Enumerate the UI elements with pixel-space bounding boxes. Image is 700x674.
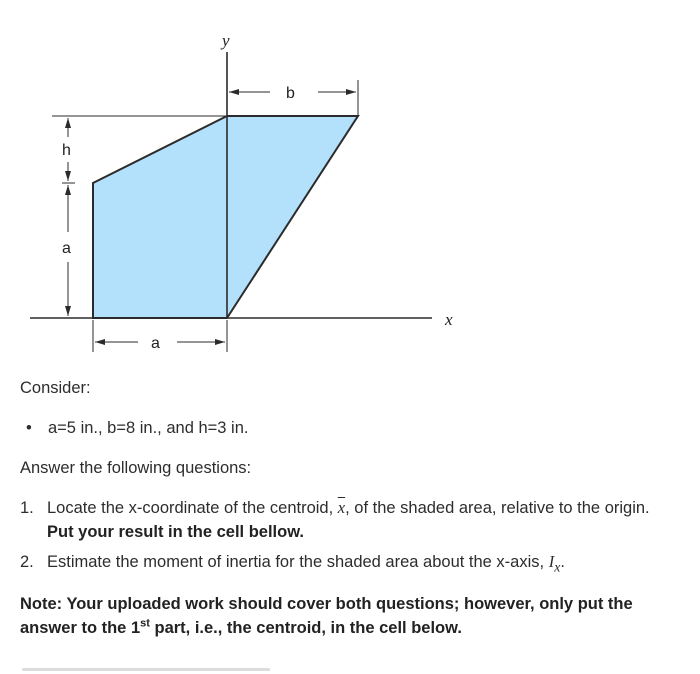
answer-intro: Answer the following questions:	[20, 459, 252, 477]
note-tail: part, i.e., the centroid, in the cell below.	[149, 619, 462, 637]
note-text	[20, 592, 680, 640]
question-1-instruction: Put your result in the cell bellow.	[47, 523, 305, 541]
moment-symbol	[548, 552, 561, 575]
moment-symbol-subscript: x	[554, 559, 561, 575]
moment-symbol-letter: I	[548, 552, 555, 571]
answer-cell-input[interactable]	[22, 668, 270, 671]
question-1-lead: Locate the x-coordinate of the centroid,	[47, 499, 334, 517]
h-arrow-top	[65, 118, 71, 128]
question-1-number: 1.	[20, 499, 34, 517]
question-1-tail: , of the shaded area, relative to the origin.	[345, 499, 650, 517]
question-2-text	[47, 550, 680, 579]
h-label: h	[62, 142, 71, 159]
shaded-area	[93, 116, 358, 318]
consider-heading: Consider:	[20, 379, 91, 397]
b-label: b	[286, 85, 295, 102]
y-axis-label: y	[222, 31, 230, 50]
note-superscript: st	[140, 617, 150, 630]
question-1-text	[47, 496, 680, 544]
x-axis-label: x	[445, 310, 453, 329]
a-vertical-label: a	[62, 240, 71, 257]
given-values-text: a=5 in., b=8 in., and h=3 in.	[48, 419, 249, 437]
question-2-number: 2.	[20, 553, 34, 571]
question-2-end: .	[560, 553, 565, 571]
a-horizontal-label: a	[151, 335, 160, 352]
centroid-symbol: $\overline{x}$	[337, 498, 346, 517]
question-2	[20, 550, 680, 579]
b-arrow-right	[346, 89, 356, 95]
question-2-lead: Estimate the moment of inertia for the shaded area about the x-axis,	[47, 553, 545, 571]
given-values-bullet	[26, 416, 686, 440]
a-vert-arrow-bottom	[65, 306, 71, 316]
a-horiz-arrow-right	[215, 339, 225, 345]
h-arrow-bottom	[65, 171, 71, 181]
bullet-dot-icon: •	[26, 419, 32, 437]
note-lead: Note: Your uploaded work should cover both questions; however, only put the answer to the 1	[20, 595, 633, 637]
question-1	[20, 496, 680, 544]
question-list	[20, 496, 680, 585]
a-horiz-arrow-left	[95, 339, 105, 345]
b-arrow-left	[229, 89, 239, 95]
a-vert-arrow-top	[65, 185, 71, 195]
